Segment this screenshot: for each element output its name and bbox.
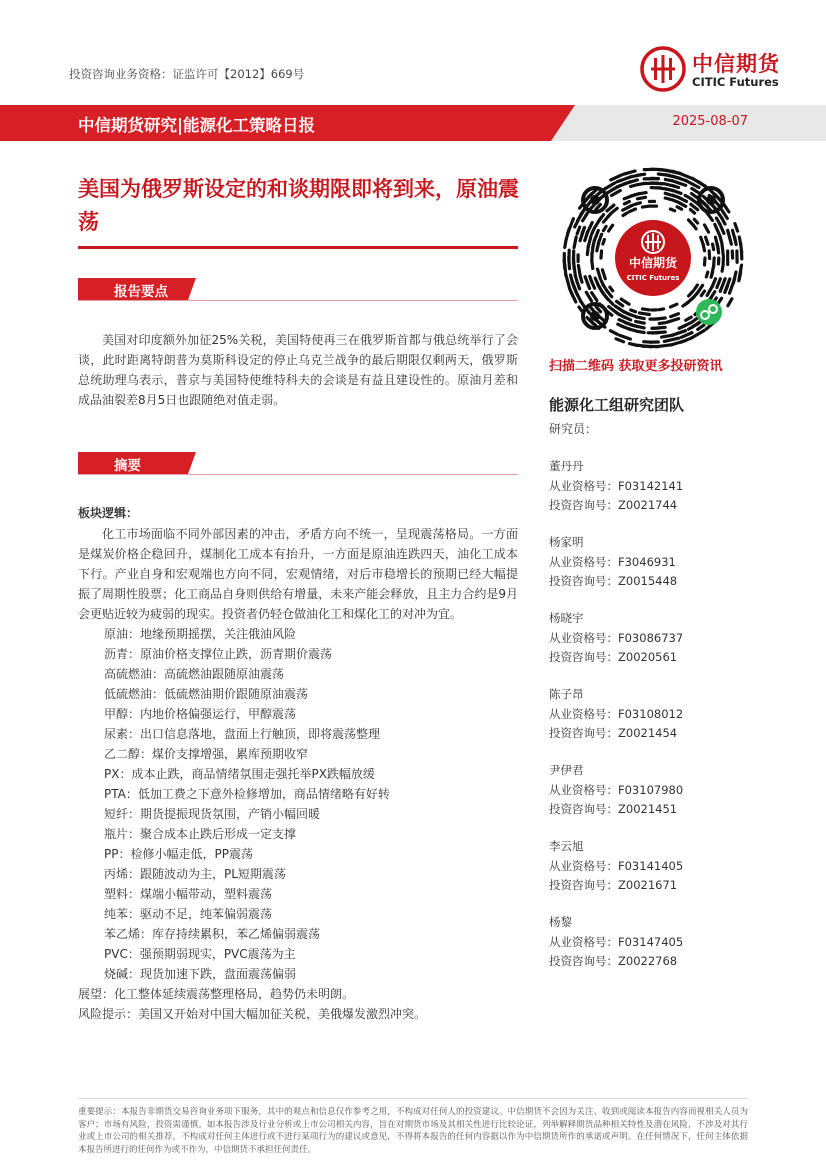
member-consult-id: 投资咨询号：Z0021671 xyxy=(549,878,678,892)
qr-center-cn: 中信期货 xyxy=(628,256,678,270)
member-qualification: 从业资格号：F03141405 xyxy=(549,858,684,873)
list-item: 烧碱：现货加速下跌，盘面震荡偏弱 xyxy=(104,967,297,981)
qr-module xyxy=(717,244,718,253)
qr-module xyxy=(598,269,601,279)
outlook-text: 展望：化工整体延续震荡整理格局，趋势仍未明朗。 xyxy=(78,987,355,1001)
list-item: PTA：低加工费之下意外检修增加，商品情绪略有好转 xyxy=(104,787,390,801)
list-item: 乙二醇：煤价支撑增强，累库预期收窄 xyxy=(104,747,309,761)
section-underline xyxy=(78,300,518,301)
member-qualification: 从业资格号：F03147405 xyxy=(549,934,684,949)
report-date: 2025-08-07 xyxy=(672,114,748,129)
qr-module xyxy=(683,302,689,307)
qr-module xyxy=(722,218,725,224)
qr-module xyxy=(568,219,574,234)
qr-module xyxy=(629,205,634,207)
list-item: 苯乙烯：库存持续累积，苯乙烯偏弱震荡 xyxy=(104,927,321,941)
qr-module xyxy=(665,198,670,199)
qr-module xyxy=(629,209,635,212)
qr-module xyxy=(659,323,665,324)
member-consult-id: 投资咨询号：Z0020561 xyxy=(549,650,678,664)
summary-text: 美国对印度额外加征25%关税，美国特使再三在俄罗斯首都与俄总统举行了会谈，此时距离特朗普为莫斯科设定的停止乌克兰战争的最后期限仅剩两天，俄罗斯总统助理乌表示，普京与美国特使维特科夫的会谈是有益且建设性的。原油月差和成品油裂差8月5日也跟随绝对值走弱。 xyxy=(78,333,518,407)
section-header-abstract xyxy=(78,452,518,474)
qr-module xyxy=(689,291,694,296)
team-member xyxy=(549,837,683,913)
list-item: 塑料：煤端小幅带动，塑料震荡 xyxy=(104,887,273,901)
qr-module xyxy=(693,225,696,229)
qr-module xyxy=(685,195,691,198)
member-name: 董丹丹 xyxy=(549,459,584,473)
qr-module xyxy=(596,205,601,210)
headline: 美国为俄罗斯设定的和谈期限即将到来，原油震荡 xyxy=(78,177,519,234)
qr-module xyxy=(631,310,636,312)
section-label-abstract: 摘要 xyxy=(114,458,141,474)
qr-caption: 扫描二维码 获取更多投研资讯 xyxy=(549,359,723,374)
list-item: 短纤：期货提振现货氛围，产销小幅回暖 xyxy=(104,807,321,821)
qr-module xyxy=(706,237,708,244)
qr-module xyxy=(596,307,601,312)
qr-module xyxy=(624,171,636,174)
qr-module xyxy=(574,237,576,248)
list-item: 高硫燃油：高硫燃油跟随原油震荡 xyxy=(104,667,285,681)
qr-center-en: CITIC Futures xyxy=(626,274,680,282)
mini-program-icon xyxy=(696,299,722,325)
qr-module xyxy=(679,326,685,329)
qr-module xyxy=(695,285,698,289)
qr-module xyxy=(613,208,617,211)
qr-module xyxy=(636,203,641,204)
list-item: PX：成本止跌，商品情绪氛围走强托举PX跌幅放缓 xyxy=(104,767,375,781)
qr-module xyxy=(603,240,605,245)
qr-finder-dot xyxy=(590,311,600,321)
qr-module xyxy=(735,237,737,244)
qr-module xyxy=(728,230,732,244)
qr-module xyxy=(677,207,682,209)
qr-module xyxy=(601,251,602,258)
qr-module xyxy=(703,244,704,251)
qr-finder-dot xyxy=(590,195,600,205)
qr-module xyxy=(639,313,649,315)
qr-module xyxy=(671,304,677,307)
qr-module xyxy=(720,237,722,243)
qr-module xyxy=(588,236,591,247)
member-name: 李云旭 xyxy=(549,839,584,853)
disclaimer: 重要提示：本报告非期货交易咨询业务项下服务，其中的观点和信息仅作参考之用，不构成对任何人的投资建议。中信期货不会因为关注、收到或阅读本报告内容而视相关人员为客户；市场有风险，投资需谨慎。如本报告涉及行业分析或上市公司相关内容，旨在对期货市场及其相关性进行比较论证，列举解释期货品种相关特性及潜在风险，不涉及对其行业或上市公司的相关推荐，不构成对任何主体进行或不进行某项行为的建议或意见，不得将本报告的任何内容据以作为中信期货所作的承诺或声明。在任何情况下，任何主体依据本报告所进行的任何作为或不作为，中信期货不承担任何责任。 xyxy=(78,1107,748,1155)
qr-module xyxy=(720,224,724,233)
qr-module xyxy=(609,225,613,231)
qr-module xyxy=(624,180,638,184)
member-qualification: 从业资格号：F03108012 xyxy=(549,706,684,721)
report-banner xyxy=(0,105,826,141)
qr-module xyxy=(590,276,592,282)
qr-module xyxy=(670,209,674,211)
qr-module xyxy=(686,317,692,320)
qr-module xyxy=(698,182,705,186)
section-header-summary xyxy=(78,278,518,300)
team-member xyxy=(549,533,683,609)
list-item: 低硫燃油：低硫燃油期价跟随原油震荡 xyxy=(104,687,309,701)
qr-module xyxy=(671,314,679,317)
section-label-summary: 报告要点 xyxy=(114,284,168,300)
qr-module xyxy=(659,309,664,310)
qr-module xyxy=(672,186,679,188)
member-qualification: 从业资格号：F03142141 xyxy=(549,478,684,493)
qr-module xyxy=(637,193,646,195)
qr-module xyxy=(644,342,652,343)
member-name: 尹伊君 xyxy=(549,763,584,777)
qr-module xyxy=(637,197,645,199)
qr-module xyxy=(594,231,598,241)
qr-module xyxy=(678,202,685,206)
headline-divider xyxy=(78,246,518,249)
qr-module xyxy=(667,319,678,323)
qr-module xyxy=(608,213,612,217)
member-consult-id: 投资咨询号：Z0021451 xyxy=(549,802,678,816)
qr-module xyxy=(739,272,741,280)
member-consult-id: 投资咨询号：Z0021454 xyxy=(549,726,678,740)
member-name: 杨晓宇 xyxy=(549,611,584,625)
member-qualification: 从业资格号：F03107980 xyxy=(549,782,684,797)
qr-finder-dot xyxy=(706,195,716,205)
qr-module xyxy=(705,258,706,265)
qr-module xyxy=(692,189,698,193)
abstract-body xyxy=(78,503,518,1024)
qr-module xyxy=(662,335,673,337)
list-item: 瓶片：聚合成本止跌后形成一定支撑 xyxy=(104,827,297,841)
qr-module xyxy=(672,200,677,202)
qr-module xyxy=(578,265,580,275)
researcher-label: 研究员： xyxy=(549,422,598,436)
qr-code[interactable] xyxy=(557,162,749,354)
qr-module xyxy=(706,272,708,277)
qr-module xyxy=(618,324,624,327)
list-item: PVC：强预期弱现实，PVC震荡为主 xyxy=(104,947,296,961)
list-item: 甲醇：内地价格偏强运行，甲醇震荡 xyxy=(104,707,297,721)
member-name: 陈子昂 xyxy=(549,687,584,701)
list-item: 纯苯：驱动不足，纯苯偏弱震荡 xyxy=(104,907,273,921)
member-consult-id: 投资咨询号：Z0022768 xyxy=(549,954,678,968)
qr-module xyxy=(672,190,681,193)
team-member xyxy=(549,685,683,761)
team-member xyxy=(549,761,683,837)
list-item: 沥青：原油价格支撑位止跌，沥青期价震荡 xyxy=(104,647,333,661)
qr-module xyxy=(651,183,665,184)
qr-module xyxy=(621,299,629,304)
list-item: 尿素：出口信息落地，盘面上行触顶，即将震荡整理 xyxy=(104,727,381,741)
team-member xyxy=(549,913,683,989)
qr-module xyxy=(717,279,720,288)
qr-module xyxy=(664,338,679,341)
qr-module xyxy=(711,272,713,277)
risk-text: 风险提示：美国又开始对中国大幅加征关税，美俄爆发激烈冲突。 xyxy=(78,1007,427,1021)
citic-futures-logo xyxy=(640,44,805,96)
footer-divider xyxy=(78,1098,748,1099)
qr-module xyxy=(592,229,594,234)
qr-module xyxy=(724,205,729,212)
member-qualification: 从业资格号：F03086737 xyxy=(549,630,684,645)
qr-module xyxy=(624,202,629,204)
team-member xyxy=(549,457,683,533)
qr-module xyxy=(571,275,573,282)
team-member xyxy=(549,609,683,685)
qr-module xyxy=(643,309,650,310)
qr-module xyxy=(617,301,623,306)
qr-module xyxy=(698,325,704,329)
qr-module xyxy=(705,225,709,232)
member-consult-id: 投资咨询号：Z0015448 xyxy=(549,574,678,588)
qr-module xyxy=(682,333,692,338)
qr-module xyxy=(602,270,605,279)
summary-paragraph xyxy=(78,330,518,410)
logo-en-text: CITIC Futures xyxy=(692,75,779,89)
qr-module xyxy=(601,281,603,286)
qr-module xyxy=(679,197,687,201)
team-title: 能源化工组研究团队 xyxy=(549,396,685,414)
license-text: 投资咨询业务资格：证监许可【2012】669号 xyxy=(69,67,305,81)
qr-module xyxy=(620,335,631,339)
qr-module xyxy=(610,287,613,291)
qr-module xyxy=(616,339,624,342)
member-qualification: 从业资格号：F3046931 xyxy=(549,554,676,569)
qr-module xyxy=(722,265,723,271)
logic-heading: 板块逻辑： xyxy=(78,506,139,520)
logo-cn-text: 中信期货 xyxy=(692,52,780,76)
qr-center-logo-icon xyxy=(642,231,664,253)
qr-module xyxy=(690,210,694,214)
qr-module xyxy=(637,174,645,175)
qr-module xyxy=(735,224,738,232)
qr-module xyxy=(629,344,637,346)
list-item: 原油：地缘预期摇摆，关注俄油风险 xyxy=(104,627,297,641)
qr-module xyxy=(728,299,732,306)
qr-module xyxy=(672,331,686,336)
qr-module xyxy=(694,219,697,223)
list-item: PP：检修小幅走低，PP震荡 xyxy=(104,847,253,861)
member-name: 杨家明 xyxy=(549,535,584,549)
qr-module xyxy=(701,291,704,296)
qr-module xyxy=(713,244,714,250)
citic-logo-icon xyxy=(640,46,686,92)
list-item: 丙烯：跟随波动为主，PL短期震荡 xyxy=(104,867,286,881)
report-title: 中信期货研究|能源化工策略日报 xyxy=(78,116,316,135)
qr-module xyxy=(577,227,580,234)
qr-module xyxy=(623,213,627,216)
qr-module xyxy=(598,234,601,244)
qr-module xyxy=(603,226,606,230)
logic-paragraph: 化工市场面临不同外部因素的冲击，矛盾方向不统一，呈现震荡格局。一方面是煤炭价格企稳回升，煤制化工成本有抬升，一方面是原油连跌四天，油化工成本下行。产业自身和宏观端也方向不同，宏观情绪，对后市稳增长的预期已经大幅提振了周期性股票；化工商品自身则供给有增量，未来产能会释放，且主力合约是9月会更贴近较为疲弱的现实。投资者仍轻仓做油化工和煤化工的对冲为宜。 xyxy=(78,527,518,621)
section-underline xyxy=(78,474,518,475)
member-name: 杨黎 xyxy=(549,915,572,929)
product-outlook-list xyxy=(78,624,518,984)
qr-module xyxy=(636,321,645,323)
qr-module xyxy=(722,244,723,257)
team-member-list xyxy=(549,457,683,989)
qr-module xyxy=(610,331,617,335)
qr-module xyxy=(592,293,597,301)
member-consult-id: 投资咨询号：Z0021744 xyxy=(549,498,678,512)
